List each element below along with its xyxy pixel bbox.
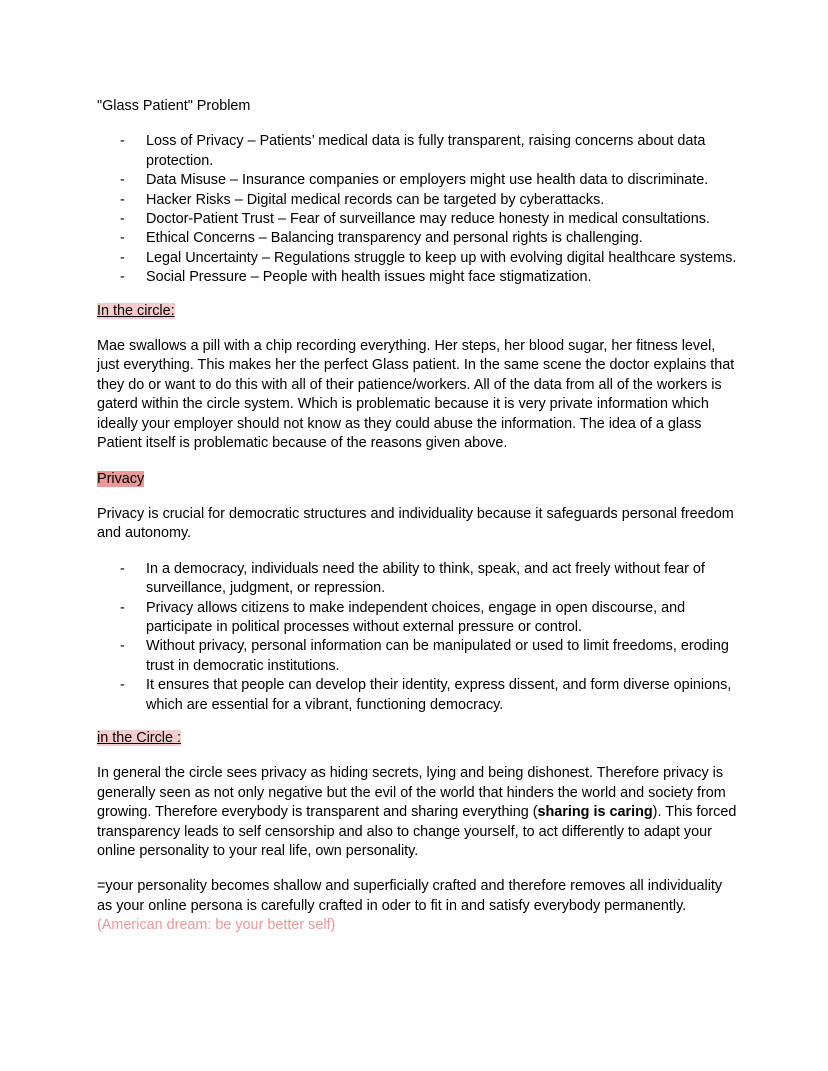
circle-privacy-paragraph: In general the circle sees privacy as hiding secrets, lying and being dishonest. Therefore privacy is generally seen as not only negative but the evil of the world that hinders the world and society from growing. Therefore everybody is transparent and sharing everything (sharing is caring). This forced transparency leads to self censorship and also to change yourself, to act differently to adapt your online personality to your real life, own personality.: [97, 765, 737, 859]
dash-bullet: -: [120, 133, 125, 150]
dash-bullet: -: [120, 638, 125, 655]
dash-bullet: -: [120, 269, 125, 286]
list-item: [97, 191, 737, 210]
list-item: [97, 249, 737, 268]
list-item-text: Legal Uncertainty – Regulations struggle to keep up with evolving digital healthcare systems.: [146, 249, 737, 266]
list-item-text: In a democracy, individuals need the ability to think, speak, and act freely without fear of surveillance, judgment, or repression.: [146, 560, 705, 597]
list-item: [97, 229, 737, 248]
list-item: [97, 599, 737, 638]
dash-bullet: -: [120, 599, 125, 616]
list-item: [97, 637, 737, 676]
privacy-intro: Privacy is crucial for democratic structures and individuality because it safeguards personal freedom and autonomy.: [97, 505, 734, 542]
section-heading-in-the-circle-2: in the Circle :: [97, 729, 181, 746]
privacy-points-list: [97, 560, 737, 715]
document-page: [97, 97, 737, 952]
list-item-text: Privacy allows citizens to make independent choices, engage in open discourse, and participate in political processes without external pressure or control.: [146, 599, 686, 635]
list-item: [97, 171, 737, 190]
list-item: [97, 210, 737, 229]
list-item: [97, 268, 737, 287]
list-item-text: Doctor-Patient Trust – Fear of surveillance may reduce honesty in medical consultations.: [146, 211, 710, 228]
dash-bullet: -: [120, 211, 125, 228]
problems-list: [97, 132, 737, 287]
in-the-circle-paragraph: Mae swallows a pill with a chip recording everything. Her steps, her blood sugar, her fitness level, just everything. This makes her the perfect Glass patient. In the same scene the doctor explains that they do or want to do this with all of their patience/workers. All of the data from all of the workers is gaterd within the circle system. Which is problematic because it is very private information which ideally your employer should not know as they could abuse the information. The idea of a glass Patient itself is problematic because of the reasons given above.: [97, 338, 735, 452]
list-item-text: Social Pressure – People with health issues might face stigmatization.: [146, 269, 592, 286]
dash-bullet: -: [120, 191, 125, 208]
note-text: (American dream: be your better self): [97, 917, 336, 934]
list-item: [97, 132, 737, 171]
bold-phrase: sharing is caring: [537, 804, 653, 821]
conclusion-paragraph: =your personality becomes shallow and superficially crafted and therefore removes all individuality as your online persona is carefully crafted in oder to fit in and satisfy everybody permanently. (American dream: be your better self): [97, 878, 723, 934]
dash-bullet: -: [120, 172, 125, 189]
list-item-text: Hacker Risks – Digital medical records can be targeted by cyberattacks.: [146, 191, 605, 208]
dash-bullet: -: [120, 560, 125, 577]
dash-bullet: -: [120, 677, 125, 694]
section-heading-privacy: Privacy: [97, 470, 145, 487]
list-item-text: Data Misuse – Insurance companies or employers might use health data to discriminate.: [146, 172, 709, 189]
list-item-text: It ensures that people can develop their identity, express dissent, and form diverse opinions, which are essential for a vibrant, functioning democracy.: [146, 677, 732, 713]
dash-bullet: -: [120, 249, 125, 266]
section-heading-in-the-circle: In the circle:: [97, 302, 175, 319]
list-item: [97, 560, 737, 599]
list-item: [97, 676, 737, 715]
dash-bullet: -: [120, 230, 125, 247]
document-title: "Glass Patient" Problem: [97, 98, 251, 114]
list-item-text: Ethical Concerns – Balancing transparency and personal rights is challenging.: [146, 230, 643, 247]
list-item-text: Loss of Privacy – Patients’ medical data is fully transparent, raising concerns about data protection.: [146, 133, 706, 169]
list-item-text: Without privacy, personal information can be manipulated or used to limit freedoms, eroding trust in democratic institutions.: [146, 638, 729, 674]
